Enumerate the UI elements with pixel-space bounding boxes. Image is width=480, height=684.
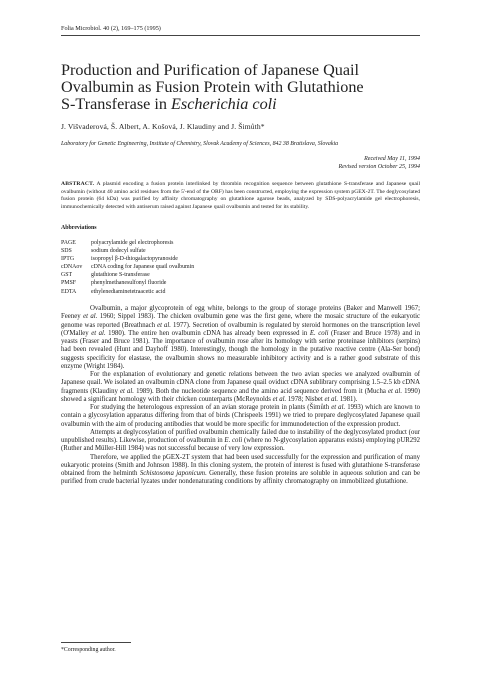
abbreviation-row <box>61 255 194 263</box>
affiliation: Laboratory for Genetic Engineering, Institute of Chemistry, Slovak Academy of Sciences, 842 38 Bratislava, Slovakia <box>61 141 339 147</box>
abbreviation-definition: glutathione S-transferase <box>91 272 150 279</box>
title-line-3 <box>61 96 430 113</box>
body-paragraph: Attempts at deglycosylation of purified ovalbumin chemically failed due to instability of the deglycosylated product (our unpublished results). Likewise, production of ovalbumin in E. coli (where no N-glycosylation apparatus exists) employing pUR292 (Ruther and Müller-Hill 1984) was not successful because of very low expression. <box>61 428 421 453</box>
abbreviation-definition: polyacrylamide gel electrophoresis <box>91 240 174 246</box>
abbreviation-definition: ethylenediaminetetraacetic acid <box>91 288 166 295</box>
body-paragraph: For studying the heterologous expression of an avian storage protein in plants (Šimůth et al. 1993) which are known to contain a glycosylation apparatus differing from that of birds (Chrispeels 1991) we tried to prepare deglycosylated Japanese quail ovalbumin with the aim of producing antibodies that would be more specific for immunodetection of the expression product. <box>61 404 420 428</box>
journal-citation: Folia Microbiol. 40 (2), 169–175 (1995) <box>61 25 161 32</box>
abbreviation-term: PAGE <box>61 240 76 246</box>
title-organism: Escherichia coli <box>171 95 277 113</box>
abbreviations-heading: Abbreviations <box>61 225 97 231</box>
abstract-label: ABSTRACT. <box>61 181 95 187</box>
body-text <box>61 305 420 487</box>
title-line-3-plain: S-Transferase in <box>61 95 172 113</box>
abbreviation-row <box>61 288 194 296</box>
abbreviation-term: EDTA <box>61 288 77 295</box>
abbreviation-row <box>61 271 194 279</box>
abbreviation-term: SDS <box>61 248 72 255</box>
abstract-text: A plasmid encoding a fusion protein interlinked by thrombin recognition sequence between glutathione S-transferase and Japanese quail ovalbumin (without 40 amino acid residues from the 5'-end of the ORF) has been constructed, employing the expression system pGEX-2T. The deglycosylated fusion protein (64 kDa) was purified by affinity chromatography on glutathione agarose beads, analyzed by SDS-polyacrylamide gel electrophoresis, immunochemically detected with antiserum raised against Japanese quail ovalbumin and tested for its stability. <box>61 181 420 210</box>
manuscript-dates <box>339 155 420 171</box>
revised-date: Revised version October 25, 1994 <box>338 164 420 170</box>
abbreviation-row <box>61 279 194 287</box>
author-list: J. Višvaderová, Š. Albert, A. Košová, J. Klaudiny and J. Šimůth* <box>61 122 265 131</box>
received-date: Received May 11, 1994 <box>364 156 420 162</box>
abbreviations-list <box>61 239 194 296</box>
body-paragraph: Ovalbumin, a major glycoprotein of egg white, belongs to the group of storage proteins (Baker and Manwell 1967; Feeney et al. 1960; Sippel 1983). The chicken ovalbumin gene was the first gene, where the mosaic structure of the eukaryotic genome was reported (Breathnach et al. 1977). Secretion of ovalbumin is regulated by steroid hormones on the transcription level (O'Malley et al. 1980). The entire hen ovalbumin cDNA has already been expressed in E. coli (Fraser and Bruce 1978) and in yeasts (Fraser and Bruce 1981). The importance of ovalbumin rose after its homology with serine proteinase inhibitors (serpins) had been revealed (Hunt and Dayhoff 1980). Interestingly, though the homology in the putative reactive centre (Ala-Ser bond) suggests specificity for elastase, the ovalbumin shows no measurable inhibitory activity and is a rather good substrate of this enzyme (Wright 1984). <box>61 305 421 370</box>
abbreviation-definition: phenylmethanesulfonyl fluoride <box>91 280 167 287</box>
footnote: *Corresponding author. <box>61 647 116 653</box>
title-line-1: Production and Purification of Japanese Quail <box>61 61 360 79</box>
abbreviation-definition: isopropyl β-D-thiogalactopyranoside <box>91 256 178 263</box>
abbreviation-term: PMSF <box>61 280 77 287</box>
header-rule <box>61 35 420 36</box>
footnote-rule <box>61 642 131 643</box>
body-paragraph: For the explanation of evolutionary and genetic relations between the two avian species we analyzed ovalbumin of Japanese quail. We isolated an ovalbumin cDNA clone from Japanese quail oviduct cDNA sublibrary comprising 1.5–2.5 kb cDNA fragments (Klaudiny et al. 1989). Both the nucleotide sequence and the amino acid sequence derived from it (Mucha et al. 1990) showed a significant homology with their chicken counterparts (McReynolds et al. 1978; Nisbet et al. 1981). <box>61 371 420 403</box>
abbreviation-row <box>61 263 194 271</box>
body-paragraph: Therefore, we applied the pGEX-2T system that had been used successfully for the expression and purification of many eukaryotic proteins (Smith and Johnson 1988). In this cloning system, the protein of interest is fused with glutathione S-transferase obtained from the helminth Schistosoma japonicum. Generally, these fusion proteins are soluble in aqueous solution and can be purified from crude bacterial lyzates under nondenaturating conditions by affinity chromatography on immobilized glutathione. <box>61 453 420 486</box>
abbreviation-definition: sodium dodecyl sulfate <box>91 248 146 255</box>
abbreviation-definition: cDNA coding for Japanese quail ovalbumin <box>91 264 195 271</box>
abbreviation-row <box>61 239 194 247</box>
abbreviation-term: GST <box>61 272 73 279</box>
paper-title <box>61 62 430 113</box>
abbreviation-term: IPTG <box>61 256 75 263</box>
abbreviation-term: cDNAov <box>61 264 83 271</box>
abstract <box>61 181 420 211</box>
abbreviation-row <box>61 247 194 255</box>
title-line-2: Ovalbumin as Fusion Protein with Glutathione <box>61 78 364 96</box>
